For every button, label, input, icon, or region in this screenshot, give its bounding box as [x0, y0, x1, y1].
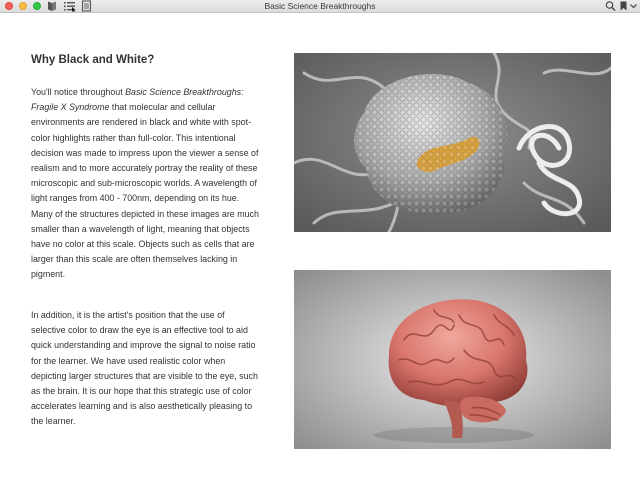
window-title: Basic Science Breakthroughs [264, 1, 376, 11]
paragraph-realism [31, 85, 261, 283]
window-titlebar [0, 0, 640, 13]
molecular-illustration [294, 53, 611, 232]
section-heading: Why Black and White? [31, 54, 155, 66]
paragraph-selective-color: In addition, it is the artist's position that the use of selective color to draw the eye is an effective tool to aid quick understanding and improve the signal to noise ratio for the learner. We have used realistic color when depicting larger structures that are visible to the eye, such as the brain. It is our hope that this strategic use of color accelerates learning and is also aesthetically pleasing to the learner. [31, 310, 258, 427]
book-title: Basic Science Breakthroughs: Fragile X Syndrome [31, 87, 244, 113]
table-of-contents-icon[interactable] [63, 0, 76, 12]
library-icon[interactable] [47, 0, 57, 12]
paragraph-rest: that molecular and cellular environments are rendered in black and white with spot-color highlights rather than full-color. This intentional decision was made to impress upon the viewer a sense of realism and to more accurately portray the reality of these microscopic and sub-microscopic worlds. A wavelength of light ranges from 400 - 700nm, depending on its hue. Many of the structures depicted in these images are much smaller than a wavelength of light, meaning that objects have no color at this scale. Objects such as cells that are larger than this scale are often themselves lacking in pigment. [31, 102, 259, 280]
close-button[interactable] [5, 2, 13, 10]
minimize-button[interactable] [19, 2, 27, 10]
ribosome-image [294, 53, 611, 232]
notes-icon[interactable] [81, 0, 92, 12]
search-icon[interactable] [605, 0, 616, 12]
brain-image [294, 270, 611, 449]
paragraph-intro: You'll notice throughout [31, 87, 126, 97]
chevron-down-icon[interactable] [629, 0, 638, 12]
bookmark-icon[interactable] [619, 0, 628, 12]
brain-illustration [294, 270, 611, 449]
zoom-button[interactable] [33, 2, 41, 10]
